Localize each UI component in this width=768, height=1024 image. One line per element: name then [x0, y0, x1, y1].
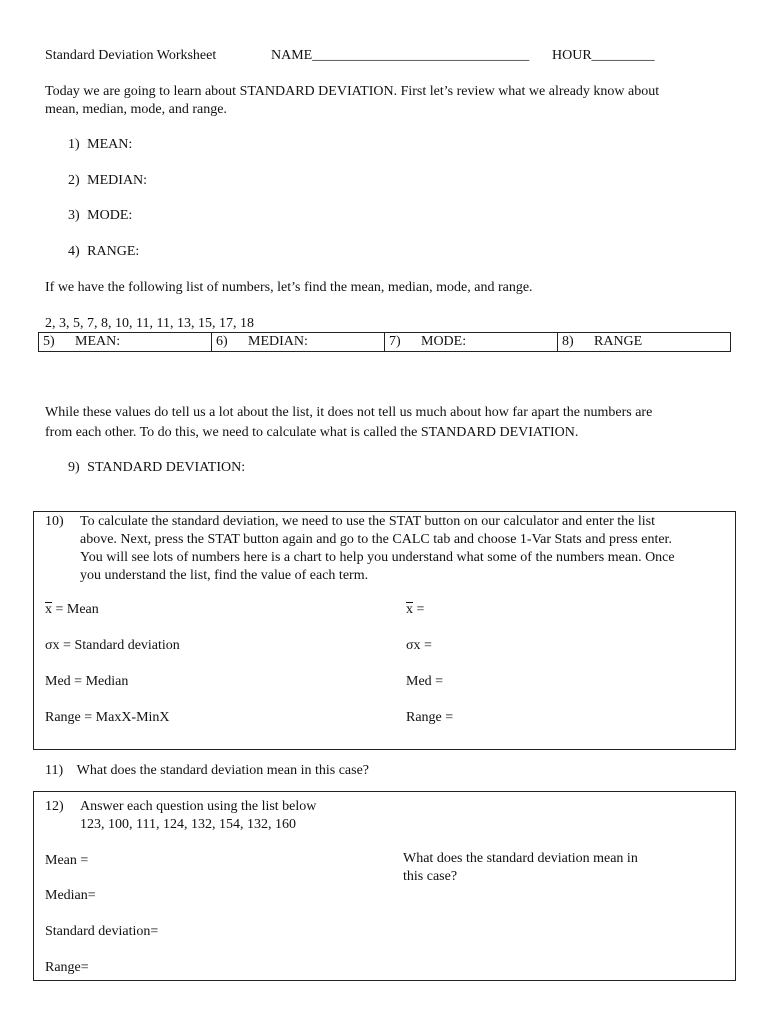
sigma-x-symbol: σx: [406, 638, 421, 653]
answer-text: =: [431, 674, 444, 689]
definition-text: = MaxX-MinX: [80, 710, 170, 725]
range-symbol: Range: [45, 710, 81, 725]
q12-instruction: Answer each question using the list below: [80, 799, 317, 814]
item-label: MODE:: [87, 208, 133, 223]
q12-question-line-2: this case?: [403, 869, 458, 884]
cell-label: MODE:: [421, 334, 467, 349]
std-dev-answer[interactable]: [406, 637, 432, 655]
intro-line-2: mean, median, mode, and range.: [45, 102, 227, 117]
range-symbol: Range: [406, 710, 442, 725]
answer-text: =: [413, 602, 425, 617]
median-answer[interactable]: [406, 673, 443, 691]
definition-text: = Median: [70, 674, 129, 689]
q12-number-list: 123, 100, 111, 124, 132, 154, 132, 160: [80, 817, 296, 832]
cell-label: RANGE: [594, 334, 643, 349]
q12-median-field[interactable]: Median=: [45, 888, 96, 903]
question-label: STANDARD DEVIATION:: [87, 460, 246, 475]
intro-line-1: Today we are going to learn about STANDARD DEVIATION. First let’s review what we already know about: [45, 84, 660, 99]
range-answer[interactable]: [406, 709, 453, 727]
question-number: 10): [45, 514, 64, 529]
cell-number: 6): [216, 334, 228, 349]
cell-number: 5): [43, 334, 55, 349]
item-number: 2): [68, 173, 80, 188]
mean-definition: [45, 601, 99, 619]
number-list: 2, 3, 5, 7, 8, 10, 11, 11, 13, 15, 17, 18: [45, 316, 254, 331]
item-number: 4): [68, 244, 80, 259]
item-label: RANGE:: [87, 244, 140, 259]
cell-number: 8): [562, 334, 574, 349]
x-bar-symbol: x: [45, 602, 52, 617]
q12-std-dev-field[interactable]: Standard deviation=: [45, 924, 159, 939]
review-item-range: [68, 243, 139, 261]
question-number: 9): [68, 460, 80, 475]
question-text: What does the standard deviation mean in this case?: [76, 763, 370, 778]
worksheet-title: Standard Deviation Worksheet: [45, 48, 217, 63]
item-number: 1): [68, 137, 80, 152]
std-dev-definition: [45, 637, 180, 655]
item-number: 3): [68, 208, 80, 223]
cell-label: MEDIAN:: [248, 334, 308, 349]
item-label: MEAN:: [87, 137, 133, 152]
table-cell-median[interactable]: [212, 333, 385, 351]
q10-line-1: To calculate the standard deviation, we need to use the STAT button on our calculator and enter the list: [80, 514, 655, 529]
hour-field[interactable]: HOUR_________: [552, 48, 655, 63]
range-definition: [45, 709, 170, 727]
question-11: [45, 762, 369, 780]
mean-answer[interactable]: [406, 601, 424, 619]
table-cell-mean[interactable]: [39, 333, 212, 351]
question-number: 12): [45, 799, 64, 814]
table-cell-range[interactable]: [558, 333, 730, 351]
q10-line-2: above. Next, press the STAT button again and go to the CALC tab and choose 1-Var Stats and press enter.: [80, 532, 672, 547]
question-number: 11): [45, 763, 64, 778]
med-symbol: Med: [45, 674, 71, 689]
para2-line-2: from each other. To do this, we need to calculate what is called the STANDARD DEVIATION.: [45, 425, 579, 440]
q10-line-4: you understand the list, find the value of each term.: [80, 568, 369, 583]
cell-number: 7): [389, 334, 401, 349]
q12-range-field[interactable]: Range=: [45, 960, 89, 975]
para2-line-1: While these values do tell us a lot about the list, it does not tell us much about how far apart the numbers are: [45, 405, 653, 420]
definition-text: = Standard deviation: [59, 638, 180, 653]
item-label: MEDIAN:: [87, 173, 148, 188]
median-definition: [45, 673, 128, 691]
x-bar-symbol: x: [406, 602, 413, 617]
list-intro: If we have the following list of numbers, let’s find the mean, median, mode, and range.: [45, 280, 533, 295]
q10-line-3: You will see lots of numbers here is a chart to help you understand what some of the numbers mean. Once: [80, 550, 675, 565]
review-item-mode: [68, 207, 132, 225]
question-9: [68, 459, 245, 477]
answer-text: =: [441, 710, 454, 725]
q12-mean-field[interactable]: Mean =: [45, 853, 89, 868]
definition-text: = Mean: [52, 602, 99, 617]
table-cell-mode[interactable]: [385, 333, 558, 351]
cell-label: MEAN:: [75, 334, 121, 349]
review-item-median: [68, 172, 147, 190]
stats-table-row: [38, 332, 731, 352]
answer-text: =: [420, 638, 432, 653]
med-symbol: Med: [406, 674, 432, 689]
name-field[interactable]: NAME_______________________________: [271, 48, 530, 63]
q12-question-line-1: What does the standard deviation mean in: [403, 851, 638, 866]
review-item-mean: [68, 136, 132, 154]
sigma-x-symbol: σx: [45, 638, 60, 653]
